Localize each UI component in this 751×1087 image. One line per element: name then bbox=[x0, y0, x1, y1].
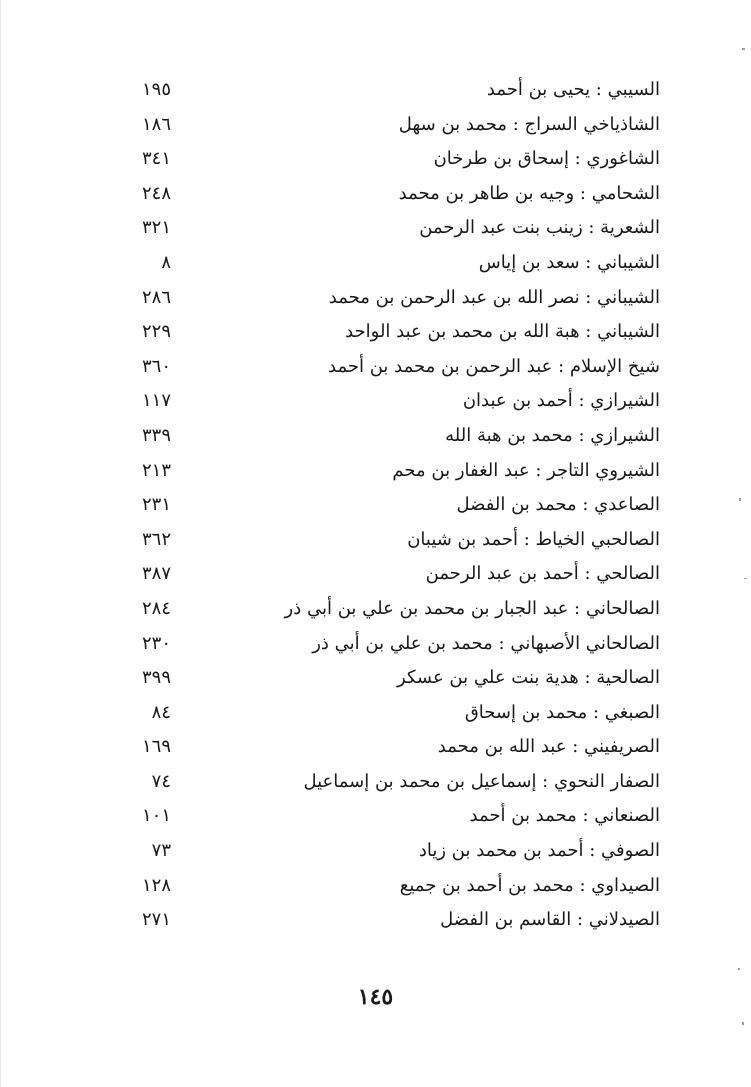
entry-name: الصالحي : أحمد بن عبد الرحمن bbox=[425, 563, 660, 585]
entry-page-number: ٨ bbox=[161, 251, 171, 273]
index-entry bbox=[115, 834, 660, 869]
entry-page-number: ٣٩٩ bbox=[141, 667, 171, 689]
index-entry bbox=[115, 384, 660, 419]
index-entry bbox=[115, 419, 660, 454]
entry-page-number: ٢٨٦ bbox=[141, 286, 171, 308]
index-entry bbox=[115, 281, 660, 316]
entry-page-number: ٨٤ bbox=[151, 701, 171, 723]
entry-page-number: ١١٧ bbox=[141, 390, 171, 412]
entry-name: شيخ الإسلام : عبد الرحمن بن محمد بن أحمد bbox=[328, 355, 660, 377]
entry-page-number: ١٠١ bbox=[141, 805, 171, 827]
entry-page-number: ٣٦٢ bbox=[141, 528, 171, 550]
entry-page-number: ٣٢١ bbox=[141, 217, 171, 239]
entry-page-number: ٢٢٩ bbox=[141, 321, 171, 343]
index-entry bbox=[115, 869, 660, 904]
entry-page-number: ٢٤٨ bbox=[141, 182, 171, 204]
entry-name: الشيباني : هبة الله بن محمد بن عبد الواحد bbox=[345, 321, 660, 343]
entry-name: الشيباني : نصر الله بن عبد الرحمن بن محمد bbox=[328, 286, 660, 308]
entry-page-number: ٣٦٠ bbox=[141, 355, 171, 377]
entry-page-number: ٣٤١ bbox=[141, 148, 171, 170]
entry-name: الصبغي : محمد بن إسحاق bbox=[464, 701, 660, 723]
index-entry bbox=[115, 799, 660, 834]
entry-page-number: ٢٣٠ bbox=[141, 632, 171, 654]
entry-name: الشاغوري : إسحاق بن طرخان bbox=[433, 148, 660, 170]
entry-name: الصنعاني : محمد بن أحمد bbox=[469, 805, 660, 827]
entry-page-number: ٢٣١ bbox=[141, 494, 171, 516]
entry-page-number: ١٨٦ bbox=[141, 113, 171, 135]
entry-name: الصالحاني الأصبهاني : محمد بن علي بن أبي ذر bbox=[312, 632, 660, 654]
entry-name: الصاعدي : محمد بن الفضل bbox=[456, 494, 660, 516]
scan-speck bbox=[739, 498, 741, 501]
entry-page-number: ١٦٩ bbox=[141, 736, 171, 758]
entry-page-number: ١٢٨ bbox=[141, 874, 171, 896]
entry-page-number: ٣٨٧ bbox=[141, 563, 171, 585]
index-entry bbox=[115, 696, 660, 731]
index-entry bbox=[115, 246, 660, 281]
index-entry bbox=[115, 350, 660, 385]
entry-page-number: ٢٨٤ bbox=[141, 597, 171, 619]
entry-name: الصالحبي الخياط : أحمد بن شيبان bbox=[407, 528, 660, 550]
index-entry bbox=[115, 454, 660, 489]
index-entry bbox=[115, 73, 660, 108]
index-entry bbox=[115, 627, 660, 662]
index-entry bbox=[115, 661, 660, 696]
entry-page-number: ٢١٣ bbox=[141, 459, 171, 481]
entry-name: الصيداوي : محمد بن أحمد بن جميع bbox=[399, 874, 660, 896]
entry-name: السيبي : يحيى بن أحمد bbox=[486, 79, 660, 100]
index-entry bbox=[115, 108, 660, 143]
entry-name: الصوفي : أحمد بن محمد بن زياد bbox=[418, 840, 660, 862]
entry-name: الصفار النحوي : إسماعيل بن محمد بن إسماعيل bbox=[303, 770, 660, 792]
entry-name: الشعرية : زينب بنت عبد الرحمن bbox=[419, 217, 660, 239]
entry-name: الشيروي التاجر : عبد الغفار بن محم bbox=[392, 459, 660, 481]
entry-name: الصالحية : هدية بنت علي بن عسكر bbox=[397, 667, 660, 689]
index-entry bbox=[115, 592, 660, 627]
entry-name: الصريفيني : عبد الله بن محمد bbox=[437, 736, 660, 758]
scan-speck bbox=[742, 1022, 744, 1025]
entry-page-number: ٢٧١ bbox=[141, 909, 171, 931]
index-entry bbox=[115, 315, 660, 350]
index-entry bbox=[115, 211, 660, 246]
entry-page-number: ٧٣ bbox=[151, 840, 171, 862]
entry-name: الشاذياخي السراج : محمد بن سهل bbox=[398, 113, 660, 135]
index-entry bbox=[115, 177, 660, 212]
index-entry bbox=[115, 765, 660, 800]
entry-name: الشيرازي : محمد بن هبة الله bbox=[445, 424, 660, 446]
index-entry bbox=[115, 142, 660, 177]
page-edge bbox=[0, 0, 1, 1087]
entry-page-number: ٧٤ bbox=[151, 770, 171, 792]
entry-page-number: ١٩٥ bbox=[141, 79, 171, 100]
scan-speck bbox=[742, 48, 745, 50]
index-entry bbox=[115, 730, 660, 765]
scan-speck bbox=[738, 968, 740, 970]
page-number: ١٤٥ bbox=[357, 984, 394, 1010]
index-entry bbox=[115, 488, 660, 523]
entry-name: الصيدلاني : القاسم بن الفضل bbox=[440, 909, 660, 931]
entry-name: الشحامي : وجيه بن طاهر بن محمد bbox=[398, 182, 660, 204]
entry-name: الصالحاني : عبد الجبار بن محمد بن علي بن أبي ذر bbox=[284, 597, 660, 619]
name-index-list bbox=[115, 73, 660, 938]
entry-name: الشيباني : سعد بن إياس bbox=[478, 251, 660, 273]
entry-page-number: ٣٣٩ bbox=[141, 424, 171, 446]
scan-speck bbox=[744, 578, 747, 579]
index-entry bbox=[115, 903, 660, 938]
index-entry bbox=[115, 557, 660, 592]
index-entry bbox=[115, 523, 660, 558]
entry-name: الشيرازي : أحمد بن عبدان bbox=[462, 390, 660, 412]
